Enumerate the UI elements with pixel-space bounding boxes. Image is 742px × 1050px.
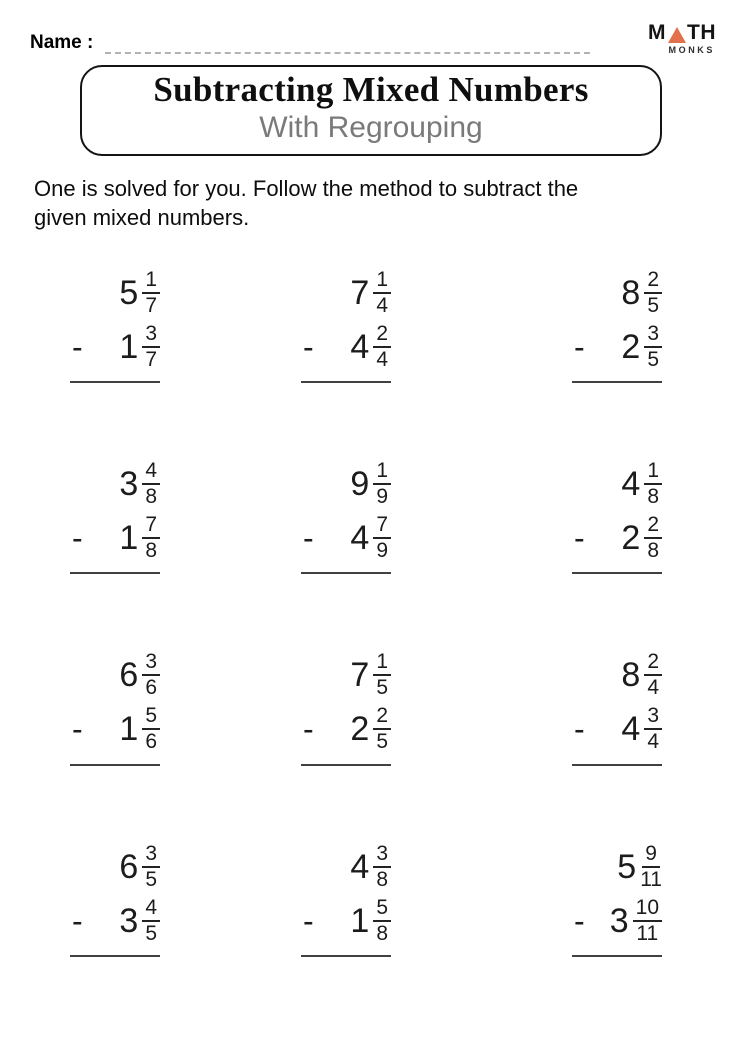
subtrahend-fraction [373,323,391,371]
worksheet-subtitle: With Regrouping [259,111,483,144]
numerator: 3 [644,705,662,730]
minuend-whole: 6 [119,656,139,695]
minuend-fraction [142,843,160,891]
numerator: 1 [373,460,391,485]
worksheet-title-box [80,65,662,156]
minus-sign: - [72,520,83,557]
problem-4 [70,460,160,574]
minus-sign: - [574,520,585,557]
minuend-row [572,651,662,699]
minus-sign: - [72,329,83,366]
subtrahend-fraction [142,705,160,753]
minuend-fraction [644,269,662,317]
denominator: 5 [647,348,659,372]
numerator: 7 [373,514,391,539]
problems-grid [0,269,742,957]
numerator: 10 [633,897,662,922]
problem-6 [572,460,662,574]
denominator: 4 [647,730,659,754]
denominator: 7 [145,348,157,372]
minus-sign: - [574,711,585,748]
subtrahend-fraction [373,897,391,945]
answer-line [70,572,160,574]
logo-triangle-icon [668,27,686,43]
denominator: 5 [647,293,659,317]
numerator: 3 [142,651,160,676]
problem-2 [301,269,391,383]
minuend-row [301,651,391,699]
denominator: 5 [145,867,157,891]
minus-sign: - [72,711,83,748]
answer-line [301,955,391,957]
subtrahend-whole: 2 [621,519,641,558]
minuend-fraction [373,269,391,317]
answer-line [70,955,160,957]
name-label: Name : [30,32,94,53]
numerator: 4 [142,460,160,485]
answer-line [301,572,391,574]
minuend-whole: 8 [621,656,641,695]
minuend-row [301,269,391,317]
minuend-whole: 8 [621,273,641,312]
denominator: 5 [376,676,388,700]
subtrahend-fraction [644,705,662,753]
denominator: 4 [376,293,388,317]
minuend-whole: 7 [350,656,370,695]
subtrahend-row [572,323,662,371]
minuend-row [70,269,160,317]
minuend-row [301,843,391,891]
subtrahend-whole: 4 [350,519,370,558]
numerator: 7 [142,514,160,539]
numerator: 2 [644,514,662,539]
minuend-fraction [373,651,391,699]
subtrahend-row [70,514,160,562]
problem-10 [70,843,160,957]
answer-line [572,764,662,766]
problem-12 [572,843,662,957]
minus-sign: - [72,902,83,939]
subtrahend-whole: 2 [350,710,370,749]
minuend-whole: 9 [350,465,370,504]
minuend-fraction [640,843,662,891]
problem-11 [301,843,391,957]
worksheet-title: Subtracting Mixed Numbers [153,70,589,109]
minuend-whole: 7 [350,273,370,312]
minus-sign: - [303,902,314,939]
subtrahend-whole: 4 [621,710,641,749]
denominator: 5 [145,921,157,945]
minuend-row [572,843,662,891]
numerator: 3 [142,843,160,868]
subtrahend-whole: 1 [119,328,139,367]
numerator: 3 [644,323,662,348]
name-field-block [30,32,648,54]
denominator: 6 [145,676,157,700]
minuend-whole: 4 [350,847,370,886]
minuend-whole: 3 [119,465,139,504]
minuend-whole: 4 [621,465,641,504]
minuend-row [70,651,160,699]
minus-sign: - [303,329,314,366]
minuend-fraction [644,651,662,699]
denominator: 11 [640,867,662,891]
numerator: 5 [142,705,160,730]
denominator: 7 [145,293,157,317]
minus-sign: - [303,520,314,557]
minuend-fraction [644,460,662,508]
subtrahend-whole: 3 [609,901,629,940]
subtrahend-fraction [644,323,662,371]
problem-5 [301,460,391,574]
numerator: 1 [644,460,662,485]
minuend-row [70,460,160,508]
math-monks-logo [648,22,716,55]
instructions-line-2: given mixed numbers. [34,205,250,231]
denominator: 6 [145,730,157,754]
subtrahend-fraction [373,514,391,562]
numerator: 2 [644,269,662,294]
answer-line [572,955,662,957]
denominator: 11 [636,921,659,945]
subtrahend-fraction [633,897,662,945]
denominator: 8 [376,921,388,945]
problem-7 [70,651,160,765]
denominator: 8 [145,539,157,563]
minuend-whole: 6 [119,847,139,886]
problem-8 [301,651,391,765]
subtrahend-fraction [373,705,391,753]
logo-letters-th: TH [687,21,716,44]
minuend-row [572,460,662,508]
answer-line [572,572,662,574]
denominator: 5 [376,730,388,754]
minus-sign: - [574,902,585,939]
instructions-line-1: One is solved for you. Follow the method to subtract the [34,176,579,201]
answer-line [70,381,160,383]
denominator: 4 [647,676,659,700]
numerator: 2 [644,651,662,676]
subtrahend-row [70,705,160,753]
numerator: 3 [373,843,391,868]
numerator: 1 [373,269,391,294]
problem-3 [572,269,662,383]
numerator: 1 [373,651,391,676]
subtrahend-whole: 1 [119,519,139,558]
subtrahend-whole: 1 [350,901,370,940]
numerator: 4 [142,897,160,922]
subtrahend-whole: 4 [350,328,370,367]
subtrahend-fraction [142,897,160,945]
denominator: 9 [376,485,388,509]
logo-letter-m: M [648,21,666,44]
subtrahend-fraction [142,323,160,371]
minuend-row [301,460,391,508]
answer-line [572,381,662,383]
subtrahend-whole: 1 [119,710,139,749]
subtrahend-row [70,323,160,371]
denominator: 9 [376,539,388,563]
subtrahend-row [301,705,391,753]
subtrahend-fraction [644,514,662,562]
problem-9 [572,651,662,765]
minus-sign: - [574,329,585,366]
logo-wordmark [648,22,716,43]
denominator: 8 [376,867,388,891]
numerator: 2 [373,705,391,730]
subtrahend-fraction [142,514,160,562]
subtrahend-row [301,514,391,562]
problem-1 [70,269,160,383]
denominator: 8 [647,485,659,509]
minuend-fraction [142,269,160,317]
subtrahend-row [572,897,662,945]
answer-line [70,764,160,766]
instructions-text [34,174,742,233]
numerator: 5 [373,897,391,922]
minuend-fraction [373,843,391,891]
subtrahend-row [572,514,662,562]
minuend-whole: 5 [119,273,139,312]
numerator: 2 [373,323,391,348]
answer-line [301,381,391,383]
denominator: 8 [145,485,157,509]
answer-line [301,764,391,766]
page-header [0,0,742,55]
denominator: 8 [647,539,659,563]
minuend-fraction [142,651,160,699]
minuend-fraction [142,460,160,508]
minus-sign: - [303,711,314,748]
logo-subtext: MONKS [668,45,715,55]
subtrahend-row [70,897,160,945]
subtrahend-row [301,897,391,945]
minuend-whole: 5 [617,847,637,886]
minuend-row [70,843,160,891]
name-entry-line [105,38,590,54]
denominator: 4 [376,348,388,372]
subtrahend-whole: 3 [119,901,139,940]
numerator: 9 [642,843,660,868]
minuend-row [572,269,662,317]
subtrahend-row [301,323,391,371]
numerator: 3 [142,323,160,348]
numerator: 1 [142,269,160,294]
subtrahend-row [572,705,662,753]
minuend-fraction [373,460,391,508]
subtrahend-whole: 2 [621,328,641,367]
